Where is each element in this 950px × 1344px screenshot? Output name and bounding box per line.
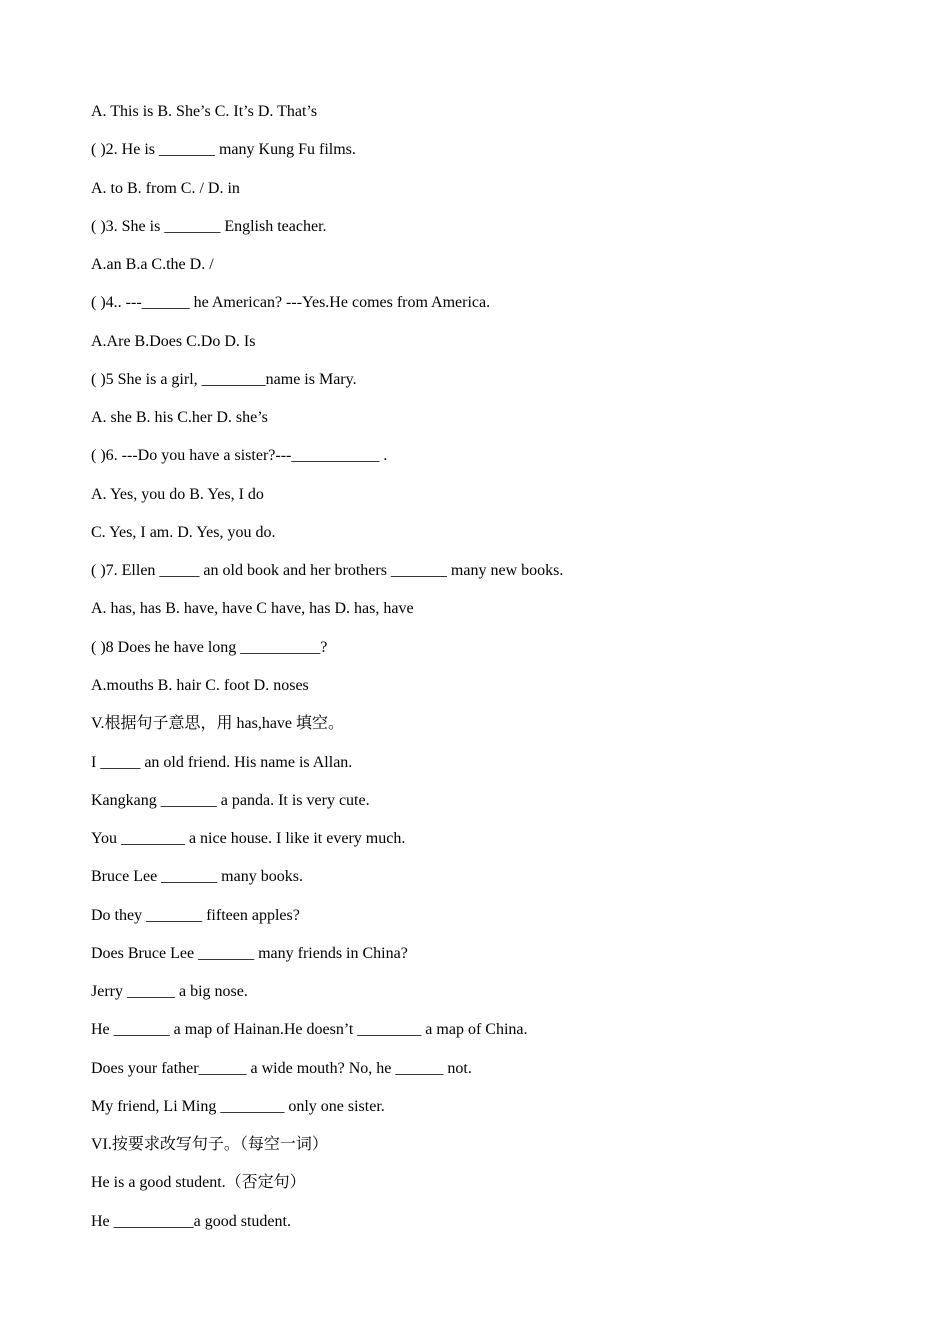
answer-options-4: A.Are B.Does C.Do D. Is: [91, 332, 256, 350]
fill-sentence-10: My friend, Li Ming ________ only one sister.: [91, 1097, 385, 1115]
fill-sentence-2: Kangkang _______ a panda. It is very cute.: [91, 791, 370, 809]
answer-options-1: A. This is B. She’s C. It’s D. That’s: [91, 103, 318, 120]
question-7: ( )7. Ellen _____ an old book and her brothers _______ many new books.: [91, 562, 564, 580]
question-2: ( )2. He is _______ many Kung Fu films.: [91, 141, 356, 159]
question-4: ( )4.. ---______ he American? ---Yes.He comes from America.: [91, 294, 491, 312]
question-3: ( )3. She is _______ English teacher.: [91, 217, 327, 235]
fill-sentence-3: You ________ a nice house. I like it every much.: [91, 830, 406, 848]
answer-options-7: A. has, has B. have, have C have, has D. has, have: [91, 600, 414, 618]
answer-options-3: A.an B.a C.the D. /: [91, 256, 214, 274]
section-vi-heading: VI.按要求改写句子。（每空一词）: [91, 1136, 328, 1154]
section-v-heading: V.根据句子意思，用 has,have 填空。: [91, 715, 345, 733]
question-6: ( )6. ---Do you have a sister?---___________ .: [91, 447, 388, 465]
answer-options-6b: C. Yes, I am. D. Yes, you do.: [91, 523, 276, 541]
fill-sentence-6: Does Bruce Lee _______ many friends in China?: [91, 944, 408, 962]
document-body: [91, 101, 891, 1249]
answer-options-2: A. to B. from C. / D. in: [91, 179, 240, 197]
fill-sentence-1: I _____ an old friend. His name is Allan.: [91, 753, 353, 771]
fill-sentence-7: Jerry ______ a big nose.: [91, 983, 248, 1001]
rewrite-answer-1: He __________a good student.: [91, 1212, 291, 1230]
answer-options-5: A. she B. his C.her D. she’s: [91, 409, 268, 427]
fill-sentence-9: Does your father______ a wide mouth? No, he ______ not.: [91, 1059, 472, 1077]
fill-sentence-4: Bruce Lee _______ many books.: [91, 868, 303, 886]
fill-sentence-8: He _______ a map of Hainan.He doesn’t ________ a map of China.: [91, 1021, 528, 1039]
answer-options-8: A.mouths B. hair C. foot D. noses: [91, 676, 309, 694]
question-8: ( )8 Does he have long __________?: [91, 638, 328, 656]
fill-sentence-5: Do they _______ fifteen apples?: [91, 906, 300, 924]
rewrite-prompt-1: He is a good student.（否定句）: [91, 1174, 306, 1192]
answer-options-6a: A. Yes, you do B. Yes, I do: [91, 485, 264, 503]
question-5: ( )5 She is a girl, ________name is Mary.: [91, 370, 357, 388]
